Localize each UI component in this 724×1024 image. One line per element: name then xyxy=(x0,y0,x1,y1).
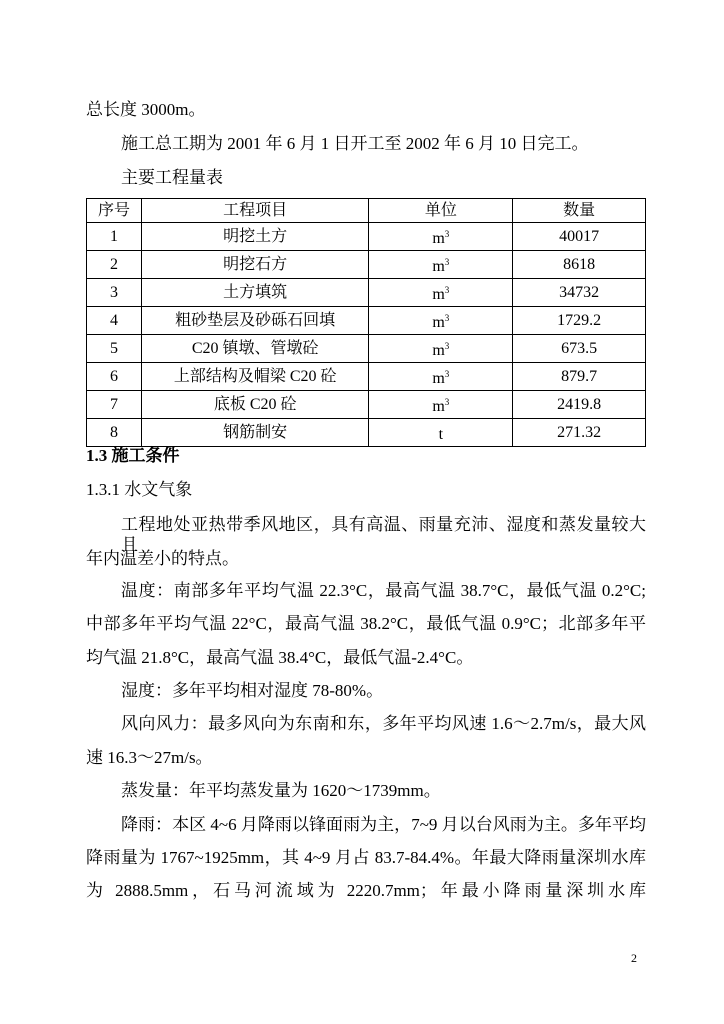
table-caption: 主要工程量表 xyxy=(121,168,223,187)
paragraph-temperature-line-3: 均气温 21.8°C，最高气温 38.4°C，最低气温-2.4°C。 xyxy=(86,648,474,667)
cell-unit xyxy=(369,335,513,363)
cell-no: 4 xyxy=(87,307,142,335)
paragraph-rain-line-1: 降雨：本区 4~6 月降雨以锋面雨为主，7~9 月以台风雨为主。多年平均 xyxy=(121,815,646,834)
section-heading: 1.3 施工条件 xyxy=(86,446,180,465)
cell-item: 土方填筑 xyxy=(141,279,369,307)
unit-superscript: 3 xyxy=(444,229,450,239)
table-row xyxy=(87,223,646,251)
unit-superscript: 3 xyxy=(444,285,450,295)
unit-superscript: 3 xyxy=(444,257,450,267)
paragraph-temperature-line-2: 中部多年平均气温 22°C，最高气温 38.2°C，最低气温 0.9°C；北部多年平 xyxy=(86,614,646,633)
cell-unit xyxy=(369,223,513,251)
unit-text: m xyxy=(432,342,445,359)
paragraph-total-length: 总长度 3000m。 xyxy=(86,100,206,119)
cell-no: 2 xyxy=(87,251,142,279)
cell-item: 明挖石方 xyxy=(141,251,369,279)
paragraph-humidity: 湿度：多年平均相对湿度 78-80%。 xyxy=(121,681,384,700)
table-header-row xyxy=(87,199,646,223)
paragraph-climate-line-2: 年内温差小的特点。 xyxy=(86,549,239,568)
cell-item: C20 镇墩、管墩砼 xyxy=(141,335,369,363)
cell-unit xyxy=(369,279,513,307)
paragraph-schedule: 施工总工期为 2001 年 6 月 1 日开工至 2002 年 6 月 10 日完工。 xyxy=(121,134,589,153)
cell-unit xyxy=(369,307,513,335)
cell-qty: 1729.2 xyxy=(513,307,646,335)
unit-superscript: 3 xyxy=(444,397,450,407)
paragraph-wind-line-2: 速 16.3～27m/s。 xyxy=(86,748,213,767)
cell-qty: 40017 xyxy=(513,223,646,251)
paragraph-rain-line-2: 降雨量为 1767~1925mm，其 4~9 月占 83.7-84.4%。年最大降雨量深圳水库 xyxy=(86,848,646,867)
cell-no: 1 xyxy=(87,223,142,251)
unit-superscript: 3 xyxy=(444,369,450,379)
unit-text: m xyxy=(432,258,445,275)
cell-qty: 8618 xyxy=(513,251,646,279)
paragraph-wind-line-1: 风向风力：最多风向为东南和东，多年平均风速 1.6～2.7m/s，最大风 xyxy=(121,714,646,733)
cell-item: 粗砂垫层及砂砾石回填 xyxy=(141,307,369,335)
table-row xyxy=(87,279,646,307)
quantity-table xyxy=(86,198,646,447)
table-row xyxy=(87,363,646,391)
page-number: 2 xyxy=(631,951,637,965)
unit-text: m xyxy=(432,370,445,387)
unit-text: m xyxy=(432,314,445,331)
unit-text: t xyxy=(438,426,444,443)
table-row xyxy=(87,251,646,279)
unit-superscript: 3 xyxy=(444,341,450,351)
paragraph-temperature-line-1: 温度：南部多年平均气温 22.3°C，最高气温 38.7°C，最低气温 0.2°C; xyxy=(121,581,646,600)
cell-item: 明挖土方 xyxy=(141,223,369,251)
cell-no: 7 xyxy=(87,391,142,419)
header-no: 序号 xyxy=(87,199,142,223)
cell-no: 8 xyxy=(87,419,142,447)
cell-qty: 34732 xyxy=(513,279,646,307)
cell-item: 钢筋制安 xyxy=(141,419,369,447)
header-item: 工程项目 xyxy=(141,199,369,223)
header-unit: 单位 xyxy=(369,199,513,223)
cell-unit xyxy=(369,391,513,419)
cell-unit xyxy=(369,251,513,279)
cell-qty: 271.32 xyxy=(513,419,646,447)
table-row xyxy=(87,419,646,447)
cell-unit xyxy=(369,419,513,447)
cell-item: 底板 C20 砼 xyxy=(141,391,369,419)
cell-item: 上部结构及帽梁 C20 砼 xyxy=(141,363,369,391)
table-row xyxy=(87,335,646,363)
subsection-heading: 1.3.1 水文气象 xyxy=(86,480,193,499)
unit-superscript: 3 xyxy=(444,313,450,323)
cell-no: 5 xyxy=(87,335,142,363)
table-row xyxy=(87,307,646,335)
paragraph-rain-line-3: 为 2888.5mm，石马河流域为 2220.7mm；年最小降雨量深圳水库 xyxy=(86,881,646,900)
cell-no: 3 xyxy=(87,279,142,307)
unit-text: m xyxy=(432,230,445,247)
cell-unit xyxy=(369,363,513,391)
unit-text: m xyxy=(432,398,445,415)
table-row xyxy=(87,391,646,419)
unit-text: m xyxy=(432,286,445,303)
paragraph-climate-line-1: 工程地处亚热带季风地区，具有高温、雨量充沛、湿度和蒸发量较大且 xyxy=(121,515,646,554)
cell-qty: 673.5 xyxy=(513,335,646,363)
cell-qty: 2419.8 xyxy=(513,391,646,419)
paragraph-evaporation: 蒸发量：年平均蒸发量为 1620～1739mm。 xyxy=(121,781,441,800)
cell-qty: 879.7 xyxy=(513,363,646,391)
header-qty: 数量 xyxy=(513,199,646,223)
cell-no: 6 xyxy=(87,363,142,391)
